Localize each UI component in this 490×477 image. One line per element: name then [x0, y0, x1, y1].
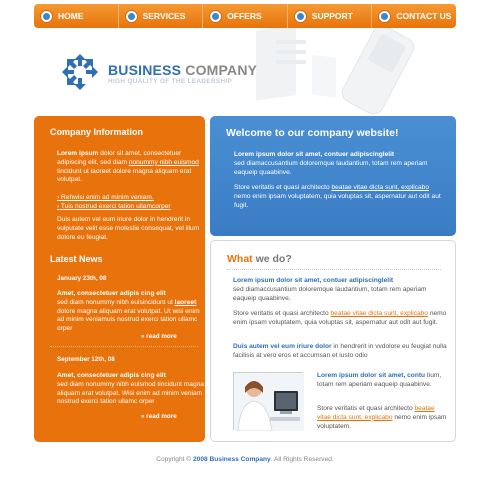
read-more-link-2[interactable]: » read more [141, 413, 177, 420]
company-links [57, 193, 207, 211]
news-divider [50, 346, 198, 347]
news-date-2: September 12th, 08 [57, 356, 115, 363]
welcome-para-2: Store veritatis et quasi architecto beatae vitae dicta sunt, explicabo nemo enim ipsam voluptatem, quia voluptas sit, aspernatur aut odit aut fugit. [234, 184, 441, 209]
nav-contact[interactable]: CONTACT US [372, 4, 456, 28]
logo-arrows-icon[interactable] [60, 52, 100, 92]
nav-bullet-icon [295, 11, 306, 22]
news-item-1: Amet, consectetuer adipis cing elit sed diam nonummy nibh euisincidunt ut laoreet dolore magna aliquam erat volutpat. Ut wisi enim ad minim veniamuis nostrud exerci tation ullamc orper [57, 290, 200, 333]
what-we-do-title: What we do? [227, 253, 292, 265]
company-intro: Lorem ipsum dolor sit amet, consectetuer adipiscing elit, sed diam nonummy nibh euismod tincidunt ut laoreet dolore magna aliquam erat volutpat. [57, 150, 199, 184]
brand-name: BUSINESS COMPANY [108, 62, 258, 78]
nav-support[interactable]: SUPPORT [288, 4, 373, 28]
welcome-link[interactable]: beatae vitae dicta sunt, explicabo [331, 184, 430, 191]
news-1-link[interactable]: laoreet [174, 298, 197, 306]
phone-icon [339, 28, 417, 116]
what-para-2: Store veritatis et quasi architecto beatae vitae dicta sunt, explicabo nemo enim ipsam voluptatem, quia voluptas sit, aspernatur aut odit aut fugit. [233, 310, 447, 326]
read-more-link-1[interactable]: » read more [141, 333, 177, 340]
company-info-title: Company Information [50, 127, 144, 137]
support-agent-photo [233, 372, 303, 430]
company-link-1[interactable]: › Rehwisi enim ad minim veniam. [57, 194, 154, 201]
news-item-2: Amet, consectetuer adipis cing elit sed diam nonummy nibh euismod tincidunt magna aliquam erat volutpat. Wisi enim ad minim veniam nostrud exerci tation ullamc orper [57, 372, 204, 406]
what-link-1[interactable]: beatae vitae dicta sunt, explicabo [330, 310, 429, 317]
nav-bullet-icon [41, 11, 52, 22]
header [34, 28, 456, 116]
company-link-2[interactable]: › Tuis nostrud exerci tation ullamcorper [57, 203, 171, 210]
header-decoration [246, 28, 426, 116]
welcome-title: Welcome to our company website! [226, 127, 399, 139]
what-we-do-panel [210, 240, 456, 442]
nav-bullet-icon [210, 11, 221, 22]
left-sidebar [34, 116, 205, 442]
company-text2: Duis autem vel eum iriure dolor in hendrerit in vulputate velit esse molestie consequat, vel illum dolore eu feugiat. [57, 216, 200, 241]
what-para-1: Lorem ipsum dolor sit amet, contuer adipiscinglelit sed diamaccusantium doloremque laudantium, totam rem aperiam eaqueip quaabinve. [233, 277, 427, 302]
what-para-5: Store veritatis et quasi architecto beatae vitae dicta sunt, explicabo nemo enim ipsam voluptatem. [317, 405, 447, 430]
company-intro-link[interactable]: nonummy nibh euismod [128, 158, 199, 166]
tagline: HIGH QUALITY OF THE LEADERSHIP [108, 78, 233, 85]
welcome-para-1: Lorem ipsum dolor sit amet, contuer adipiscinglelit sed diamaccusantium doloremque laudantium, totam rem aperiam eaqueip quaabinve. [234, 151, 428, 176]
title-divider [227, 269, 441, 270]
nav-services[interactable]: SERVICES [119, 4, 204, 28]
welcome-panel [210, 116, 456, 236]
what-link-2[interactable]: beatae vitae dicta sunt, explicabo [317, 405, 435, 421]
what-para-4: Lorem ipsum dolor sit amet, contu tium, totam rem aperiam eaqueip quaabinve. [317, 372, 442, 388]
news-date-1: January 23th, 08 [57, 275, 107, 282]
what-para-3: Duis autem vel eum iriure dolor in hendrerit in vvdolore eu feugiat nulla facilisis at vero eros et accumsan et iusto odio [233, 343, 447, 359]
nav-offers[interactable]: OFFERS [203, 4, 288, 28]
footer: Copyright © 2008 Business Company. All Rights Reserved. [156, 456, 334, 463]
nav-home[interactable]: HOME [34, 4, 119, 28]
nav-bullet-icon [379, 11, 390, 22]
nav-bullet-icon [126, 11, 137, 22]
person-at-computer-icon [234, 373, 304, 431]
latest-news-title: Latest News [50, 254, 103, 264]
main-nav [34, 4, 456, 28]
